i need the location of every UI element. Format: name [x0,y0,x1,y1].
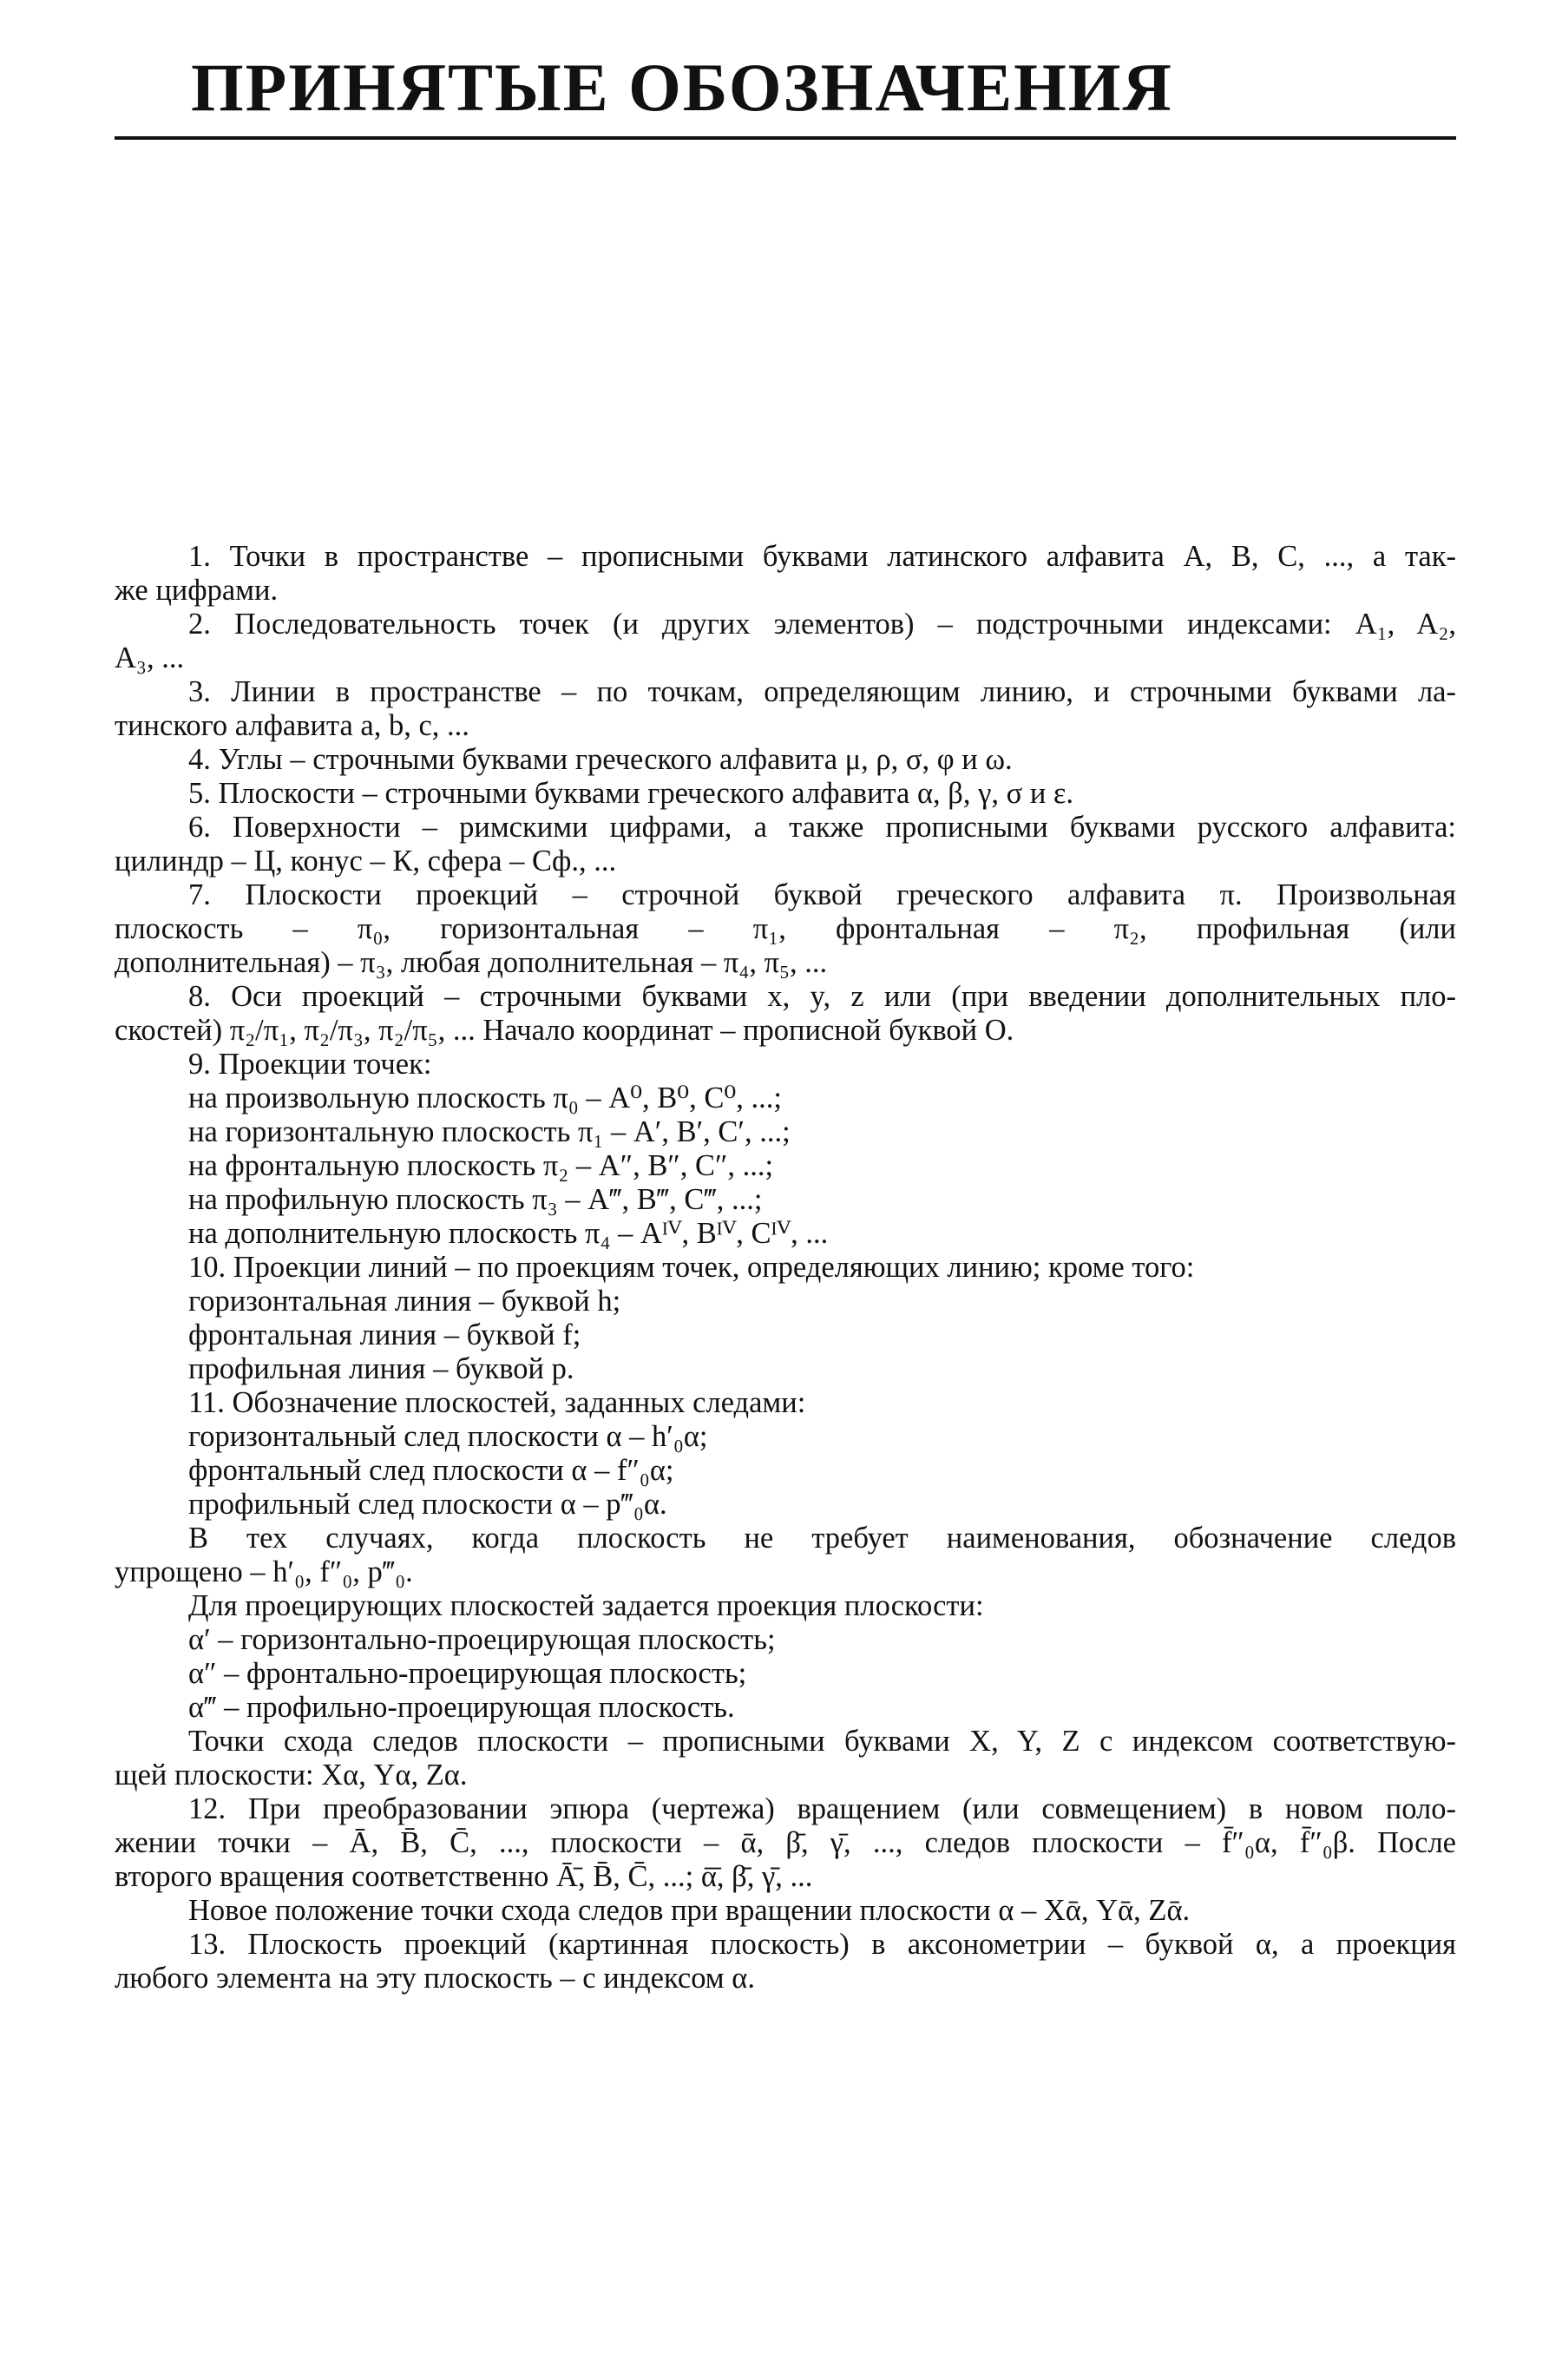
notation-list [115,540,1456,1995]
text-line: 2. Последовательность точек (и других элементов) – подстрочными индексами: A₁, A₂, [188,608,1456,641]
text-line: 13. Плоскость проекций (картинная плоскость) в аксонометрии – буквой α, а проекция [188,1928,1456,1961]
text-line: на горизонтальную плоскость π₁ – A′, B′, C′, ...; [188,1115,791,1148]
text-line: упрощено – h′₀, f″₀, p‴₀. [115,1555,413,1588]
text-line: 3. Линии в пространстве – по точкам, определяющим линию, и строчными буквами ла- [188,675,1456,708]
text-line: α″ – фронтально-проецирующая плоскость; [188,1657,747,1690]
text-line: же цифрами. [115,574,279,607]
text-line: 5. Плоскости – строчными буквами греческого алфавита α, β, γ, σ и ε. [188,777,1074,810]
text-line: Точки схода следов плоскости – прописными буквами X, Y, Z с индексом соответствую- [188,1725,1456,1758]
title-divider [115,136,1456,140]
text-line: 9. Проекции точек: [188,1048,432,1081]
text-line: 4. Углы – строчными буквами греческого алфавита μ, ρ, σ, φ и ω. [188,743,1013,776]
text-line: 11. Обозначение плоскостей, заданных следами: [188,1386,806,1419]
text-line: 8. Оси проекций – строчными буквами x, y, z или (при введении дополнительных пло- [188,980,1456,1013]
text-line: на произвольную плоскость π₀ – A⁰, B⁰, C⁰, ...; [188,1082,782,1114]
text-line: цилиндр – Ц, конус – К, сфера – Сф., ... [115,845,617,878]
text-line: жении точки – Ā, B̄, C̄, ..., плоскости – ᾱ, β̄, γ̄, ..., следов плоскости – f̄″₀α, f̄″₀β. После [115,1826,1456,1859]
text-line: A₃, ... [115,641,185,674]
text-line: на дополнительную плоскость π₄ – Aᴵⱽ, Bᴵⱽ, Cᴵⱽ, ... [188,1217,829,1250]
text-line: на фронтальную плоскость π₂ – A″, B″, C″, ...; [188,1149,774,1182]
text-line: фронтальная линия – буквой f; [188,1318,581,1351]
text-line: 12. При преобразовании эпюра (чертежа) вращением (или совмещением) в новом поло- [188,1792,1456,1825]
text-line: дополнительная) – π₃, любая дополнительная – π₄, π₅, ... [115,946,828,979]
text-line: горизонтальная линия – буквой h; [188,1285,621,1318]
text-line: Новое положение точки схода следов при вращении плоскости α – Xᾱ, Yᾱ, Zᾱ. [188,1894,1191,1927]
text-line: В тех случаях, когда плоскость не требует наименования, обозначение следов [188,1522,1456,1555]
text-line: на профильную плоскость π₃ – A‴, B‴, C‴, ...; [188,1183,763,1216]
text-line: 7. Плоскости проекций – строчной буквой греческого алфавита π. Произвольная [188,878,1456,911]
text-line: 10. Проекции линий – по проекциям точек, определяющих линию; кроме того: [188,1251,1195,1284]
page-title: ПРИНЯТЫЕ ОБОЗНАЧЕНИЯ [191,49,1173,125]
text-line: тинского алфавита a, b, c, ... [115,709,469,742]
text-line: профильный след плоскости α – p‴₀α. [188,1488,667,1521]
text-line: α′ – горизонтально-проецирующая плоскость; [188,1623,776,1656]
text-line: щей плоскости: Xα, Yα, Zα. [115,1759,468,1792]
text-line: Для проецирующих плоскостей задается проекция плоскости: [188,1589,984,1622]
text-line: скостей) π₂/π₁, π₂/π₃, π₂/π₅, ... Начало координат – прописной буквой O. [115,1014,1014,1047]
text-line: 1. Точки в пространстве – прописными буквами латинского алфавита A, B, C, ..., а так- [188,540,1456,573]
text-line: 6. Поверхности – римскими цифрами, а также прописными буквами русского алфавита: [188,811,1456,844]
text-line: плоскость – π₀, горизонтальная – π₁, фронтальная – π₂, профильная (или [115,912,1456,945]
text-line: горизонтальный след плоскости α – h′₀α; [188,1420,708,1453]
text-line: фронтальный след плоскости α – f″₀α; [188,1454,674,1487]
text-line: профильная линия – буквой p. [188,1352,574,1385]
text-line: любого элемента на эту плоскость – с индексом α. [115,1962,755,1995]
text-line: α‴ – профильно-проецирующая плоскость. [188,1691,735,1724]
text-line: второго вращения соответственно Ā̄, B̄̄, C̄̄, ...; ᾱ̄, β̄̄, γ̄̄, ... [115,1860,813,1893]
